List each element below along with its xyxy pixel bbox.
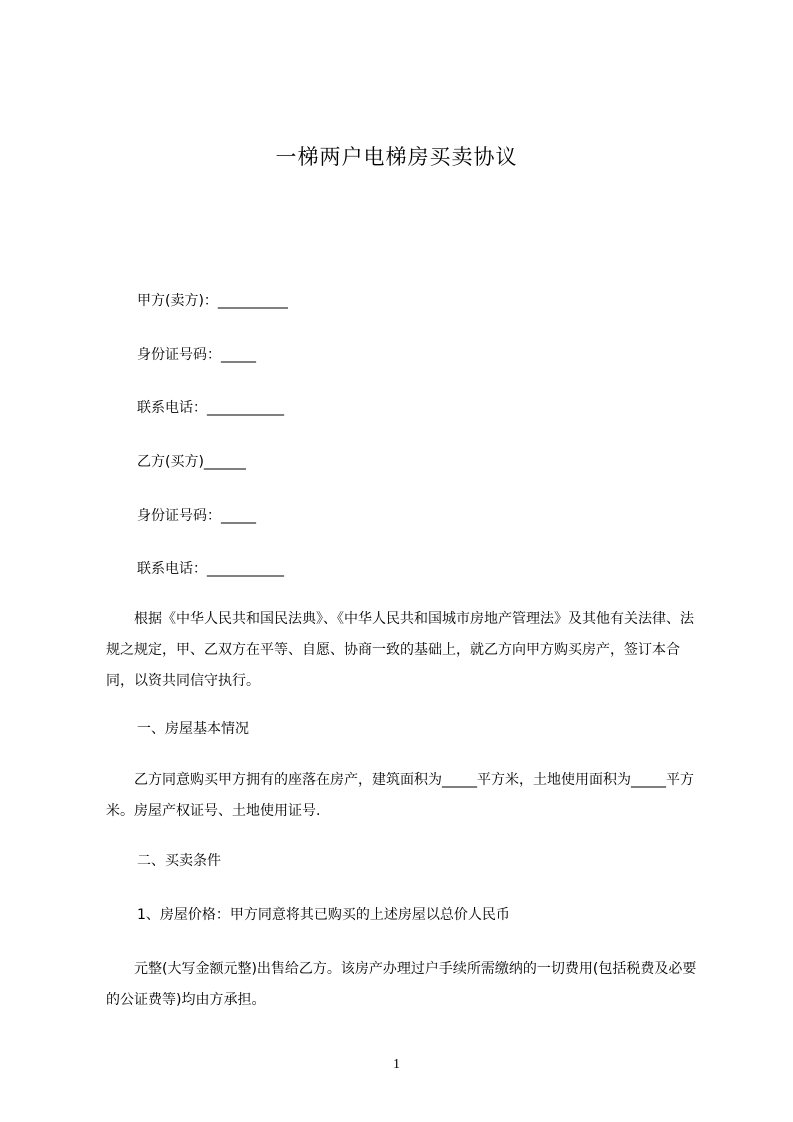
party-a-phone: 联系电话：___________ — [137, 400, 284, 416]
party-b-label: 乙方(买方)______ — [137, 454, 246, 470]
section-1-paragraph — [106, 765, 698, 827]
section-2-item-1-paragraph — [106, 954, 698, 1016]
party-a-id-number: 身份证号码：_____ — [137, 347, 256, 363]
page-number: 1 — [393, 1057, 400, 1072]
document-title: 一梯两户电梯房买卖协议 — [275, 145, 518, 169]
preamble-paragraph — [106, 604, 698, 697]
party-a-label: 甲方(卖方)：__________ — [137, 293, 288, 309]
section-1-heading: 一、房屋基本情况 — [137, 721, 249, 737]
section-2-heading: 二、买卖条件 — [137, 853, 221, 869]
section-2-item-1: 1、房屋价格：甲方同意将其已购买的上述房屋以总价人民币 — [137, 907, 510, 923]
party-b-phone: 联系电话：___________ — [137, 561, 284, 577]
section-2-item-1-cont: 元整(大写金额元整)出售给乙方。该房产办理过户手续所需缴纳的一切费用(包括税费及必要的公证费等)均由方承担。 — [106, 961, 697, 1008]
preamble-text: 根据《中华人民共和国民法典》、《中华人民共和国城市房地产管理法》及其他有关法律、法规之规定，甲、乙双方在平等、自愿、协商一致的基础上，就乙方向甲方购买房产，签订本合同，以资共同信守执行。 — [106, 611, 694, 689]
section-1-body: 乙方同意购买甲方拥有的座落在房产，建筑面积为_____平方米，土地使用面积为_____平方米。房屋产权证号、土地使用证号. — [106, 772, 694, 819]
party-b-id-number: 身份证号码：_____ — [137, 508, 256, 524]
